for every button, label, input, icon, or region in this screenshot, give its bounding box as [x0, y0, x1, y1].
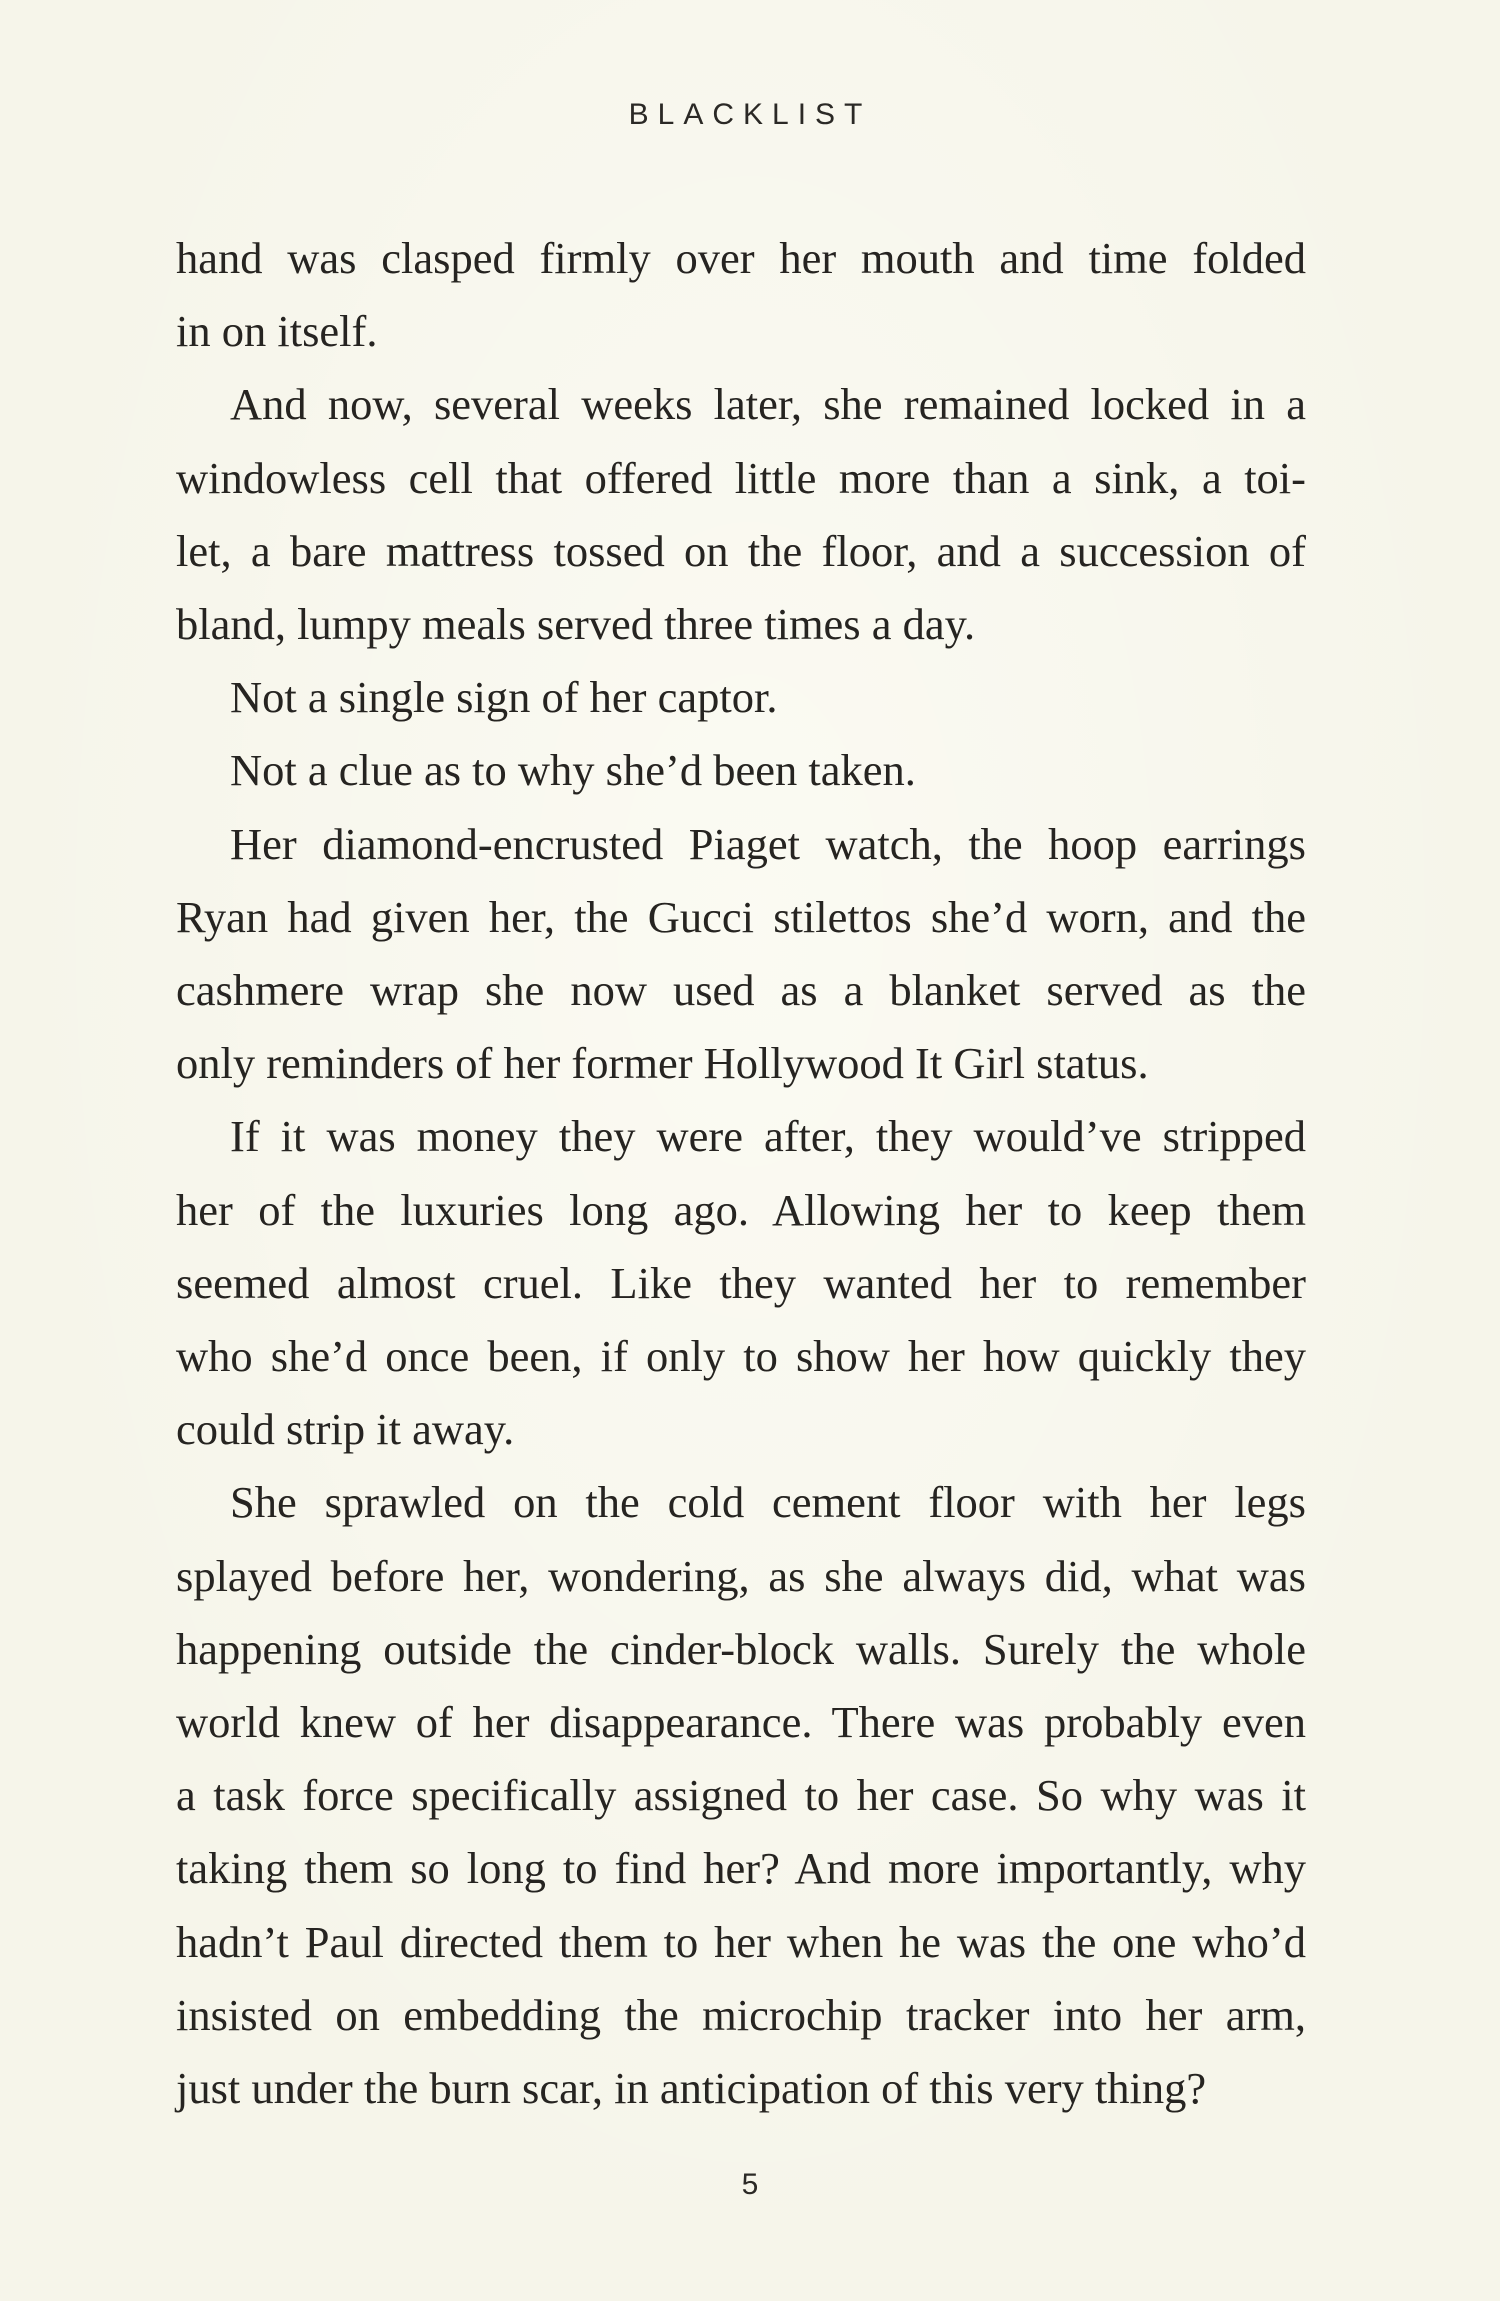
- text-line: who she’d once been, if only to show her how quickly they: [176, 1331, 1306, 1382]
- text-line: splayed before her, wondering, as she always did, what was: [176, 1550, 1306, 1601]
- text-line: If it was money they were after, they would’ve stripped: [230, 1111, 1306, 1162]
- text-line: just under the burn scar, in anticipation of this very thing?: [176, 2063, 1207, 2114]
- text-line: a task force specifically assigned to her case. So why was it: [176, 1770, 1306, 1821]
- text-line: Not a single sign of her captor.: [230, 672, 778, 723]
- text-line: Her diamond-encrusted Piaget watch, the hoop earrings: [230, 818, 1306, 869]
- text-line: taking them so long to find her? And more importantly, why: [176, 1843, 1306, 1894]
- text-line: And now, several weeks later, she remained locked in a: [230, 379, 1306, 430]
- text-line: happening outside the cinder-block walls. Surely the whole: [176, 1623, 1306, 1674]
- text-line: seemed almost cruel. Like they wanted her to remember: [176, 1257, 1306, 1308]
- text-line: could strip it away.: [176, 1404, 515, 1455]
- text-line: windowless cell that offered little more than a sink, a toi-: [176, 452, 1306, 503]
- text-line: hand was clasped firmly over her mouth and time folded: [176, 233, 1306, 283]
- text-line: She sprawled on the cold cement floor with her legs: [230, 1477, 1306, 1528]
- text-line: cashmere wrap she now used as a blanket served as the: [176, 965, 1306, 1016]
- text-line: world knew of her disappearance. There was probably even: [176, 1697, 1306, 1748]
- page-number: 5: [741, 2168, 759, 2201]
- text-line: insisted on embedding the microchip tracker into her arm,: [176, 1989, 1306, 2040]
- body-text: [176, 222, 1306, 2125]
- text-line: bland, lumpy meals served three times a day.: [176, 599, 976, 650]
- text-line: Not a clue as to why she’d been taken.: [230, 745, 916, 796]
- text-line: in on itself.: [176, 306, 378, 357]
- text-line: only reminders of her former Hollywood It Girl status.: [176, 1038, 1149, 1089]
- text-line: let, a bare mattress tossed on the floor, and a succession of: [176, 525, 1306, 576]
- text-line: her of the luxuries long ago. Allowing her to keep them: [176, 1184, 1306, 1235]
- text-line: hadn’t Paul directed them to her when he was the one who’d: [176, 1916, 1306, 1967]
- text-line: Ryan had given her, the Gucci stilettos she’d worn, and the: [176, 891, 1306, 942]
- running-head: BLACKLIST: [628, 98, 872, 131]
